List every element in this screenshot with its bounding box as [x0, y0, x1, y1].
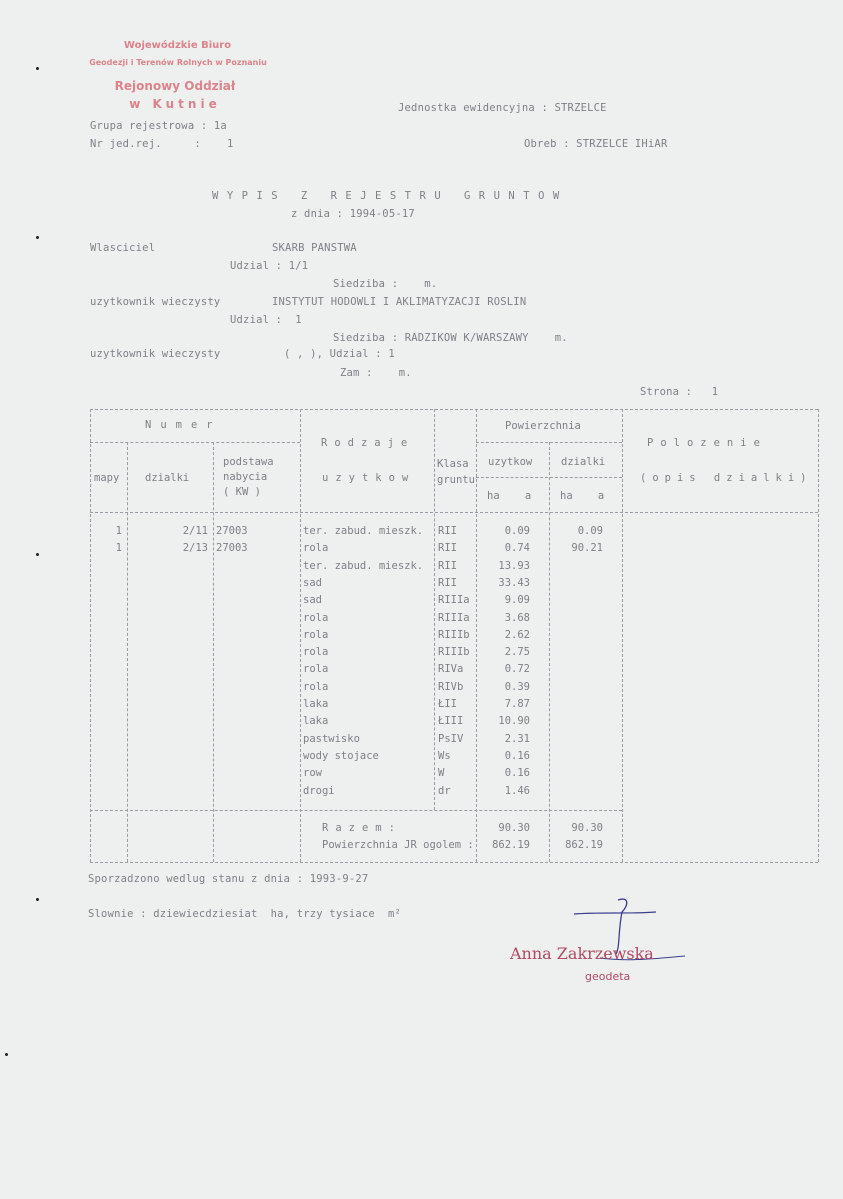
cell-klasa: RIIIa	[438, 611, 470, 624]
header-uzytkow-area: uzytkow	[488, 456, 533, 468]
cell-uzytek: 0.72	[504, 663, 530, 676]
header-ha-a-1: ha a	[487, 490, 532, 502]
cell-klasa: PsIV	[438, 732, 464, 745]
col-line	[213, 442, 214, 862]
document-date: z dnia : 1994-05-17	[291, 208, 415, 220]
cell-dzialka: 2/13	[182, 542, 208, 555]
cell-uzytek: 0.16	[504, 749, 530, 762]
cell-uzytek: 1.46	[504, 784, 530, 797]
cell-rodzaj: sad	[303, 576, 322, 589]
cell-klasa: RIIIb	[438, 646, 470, 659]
cell-rodzaj: rola	[303, 680, 329, 693]
cell-klasa: dr	[438, 784, 451, 797]
cell-klasa: RIIIa	[438, 594, 470, 607]
cell-rodzaj: ter. zabud. mieszk.	[303, 559, 424, 572]
cell-uzytek: 2.75	[504, 646, 530, 659]
margin-dot	[36, 67, 39, 70]
page-number: Strona : 1	[640, 386, 719, 398]
signature-title: geodeta	[585, 970, 631, 983]
cell-rodzaj: drogi	[303, 784, 335, 797]
margin-dot	[36, 553, 39, 556]
razem-label: Razem:	[322, 822, 402, 834]
cell-klasa: RII	[438, 542, 457, 555]
grupa-rejestrowa: Grupa rejestrowa : 1a	[90, 120, 227, 132]
cell-rodzaj: wody stojace	[303, 749, 379, 762]
cell-rodzaj: laka	[303, 698, 329, 710]
cell-kw: 27003	[216, 542, 248, 555]
uzytkownik-2-label: uzytkownik wieczysty	[90, 348, 221, 360]
stamp-line-3: Rejonowy Oddział	[114, 79, 236, 93]
table-border-right	[818, 409, 819, 862]
cell-rodzaj: ter. zabud. mieszk.	[303, 525, 424, 537]
header-mapy: mapy	[94, 472, 120, 484]
udzial-2: Udzial : 1	[230, 314, 302, 326]
cell-klasa: W	[438, 767, 445, 780]
cell-rodzaj: laka	[303, 715, 329, 728]
col-line	[127, 442, 128, 862]
col-line	[300, 409, 301, 862]
col-line	[549, 442, 550, 862]
cell-klasa: RII	[438, 559, 457, 572]
cell-uzytek: 0.16	[504, 767, 530, 780]
wlasciciel-name: SKARB PANSTWA	[272, 242, 357, 254]
header-rodzaje: Rodzaje	[321, 437, 415, 449]
obreb: Obreb : STRZELCE IHiAR	[524, 138, 668, 150]
jednostka-ewidencyjna: Jednostka ewidencyjna : STRZELCE	[398, 102, 607, 114]
cell-rodzaj: rola	[303, 663, 329, 676]
cell-rodzaj: rola	[303, 611, 329, 624]
cell-klasa: ŁII	[438, 698, 457, 710]
sporzadzono-note: Sporzadzono wedlug stanu z dnia : 1993-9-27	[88, 873, 369, 885]
table-border-bottom	[90, 862, 818, 863]
cell-kw: 27003	[216, 525, 248, 537]
cell-uzytek: 2.31	[504, 732, 530, 745]
cell-klasa: RII	[438, 525, 457, 537]
cell-uzytek: 33.43	[498, 576, 530, 589]
cell-rodzaj: rola	[303, 628, 329, 641]
cell-dzialka: 2/11	[182, 525, 208, 537]
header-ha-a-2: ha a	[560, 490, 605, 502]
cell-rodzaj: row	[303, 767, 322, 780]
cell-uzytek: 13.93	[498, 559, 530, 572]
table-border-top	[90, 409, 818, 410]
cell-mapa: 1	[115, 525, 122, 537]
ogolem-uzytek: 862.19	[492, 839, 530, 851]
cell-klasa: RIIIb	[438, 628, 470, 641]
signature-name: Anna Zakrzewska	[510, 944, 654, 963]
uzytkownik-2-name: ( , ), Udzial : 1	[284, 348, 395, 360]
header-powierzchnia: Powierzchnia	[505, 420, 581, 432]
cell-klasa: Ws	[438, 749, 451, 762]
cell-uzytek: 7.87	[504, 698, 530, 710]
table-body-bottom	[90, 810, 622, 811]
siedziba-2: Siedziba : RADZIKOW K/WARSZAWY m.	[333, 332, 568, 344]
cell-rodzaj: pastwisko	[303, 732, 360, 745]
header-uzytkow: uzytkow	[322, 472, 416, 484]
ogolem-dzialki: 862.19	[565, 839, 603, 851]
stamp-line-1: Wojewódzkie Biuro	[123, 40, 232, 51]
cell-rodzaj: rola	[303, 542, 329, 555]
margin-dot	[36, 898, 39, 901]
margin-dot	[36, 236, 39, 239]
udzial-1: Udzial : 1/1	[230, 260, 309, 272]
header-dzialki-area: dzialki	[561, 456, 606, 468]
siedziba-1: Siedziba : m.	[333, 278, 438, 290]
header-numer: Numer	[145, 419, 222, 431]
header-opis-dzialki: (opis dzialki)	[640, 472, 813, 484]
razem-dzialki: 90.30	[571, 822, 603, 834]
stamp-line-4: w Kutnie	[129, 97, 221, 111]
cell-rodzaj: sad	[303, 594, 322, 607]
cell-uzytek: 9.09	[504, 594, 530, 607]
margin-dot	[5, 1053, 8, 1056]
wlasciciel-label: Wlasciciel	[90, 242, 156, 254]
cell-uzytek: 2.62	[504, 628, 530, 641]
cell-dzialki-area: 90.21	[571, 542, 603, 555]
table-border-left	[90, 409, 91, 862]
col-line	[434, 409, 435, 810]
table-rule	[90, 442, 300, 443]
stamp-line-2: Geodezji i Terenów Rolnych w Poznaniu	[89, 58, 267, 67]
ogolem-label: Powierzchnia JR ogolem :	[322, 839, 474, 851]
document-title: WYPIS Z REJESTRU GRUNTOW	[212, 190, 568, 202]
nr-jed-rej: Nr jed.rej. : 1	[90, 138, 234, 150]
table-header-bottom	[90, 512, 818, 513]
cell-uzytek: 0.74	[504, 542, 530, 555]
uzytkownik-1-name: INSTYTUT HODOWLI I AKLIMATYZACJI ROSLIN	[272, 296, 527, 308]
header-polozenie: Polozenie	[647, 437, 767, 449]
cell-dzialki-area: 0.09	[577, 525, 603, 537]
header-dzialki: dzialki	[145, 472, 190, 484]
slownie-note: Slownie : dziewiecdziesiat ha, trzy tysiace m²	[88, 908, 402, 920]
cell-mapa: 1	[115, 542, 122, 555]
cell-klasa: ŁIII	[438, 715, 464, 728]
col-line	[622, 409, 623, 862]
cell-uzytek: 10.90	[498, 715, 530, 728]
cell-rodzaj: rola	[303, 646, 329, 659]
header-podstawa-nabycia: podstawa nabycia ( KW )	[223, 456, 274, 498]
cell-klasa: RII	[438, 576, 457, 589]
cell-klasa: RIVa	[438, 663, 464, 676]
cell-klasa: RIVb	[438, 680, 464, 693]
header-klasa-gruntu: Klasa gruntu	[437, 458, 475, 486]
uzytkownik-1-label: uzytkownik wieczysty	[90, 296, 221, 308]
razem-uzytek: 90.30	[498, 822, 530, 834]
cell-uzytek: 3.68	[504, 611, 530, 624]
cell-uzytek: 0.39	[504, 680, 530, 693]
cell-uzytek: 0.09	[504, 525, 530, 537]
zam: Zam : m.	[340, 367, 412, 379]
